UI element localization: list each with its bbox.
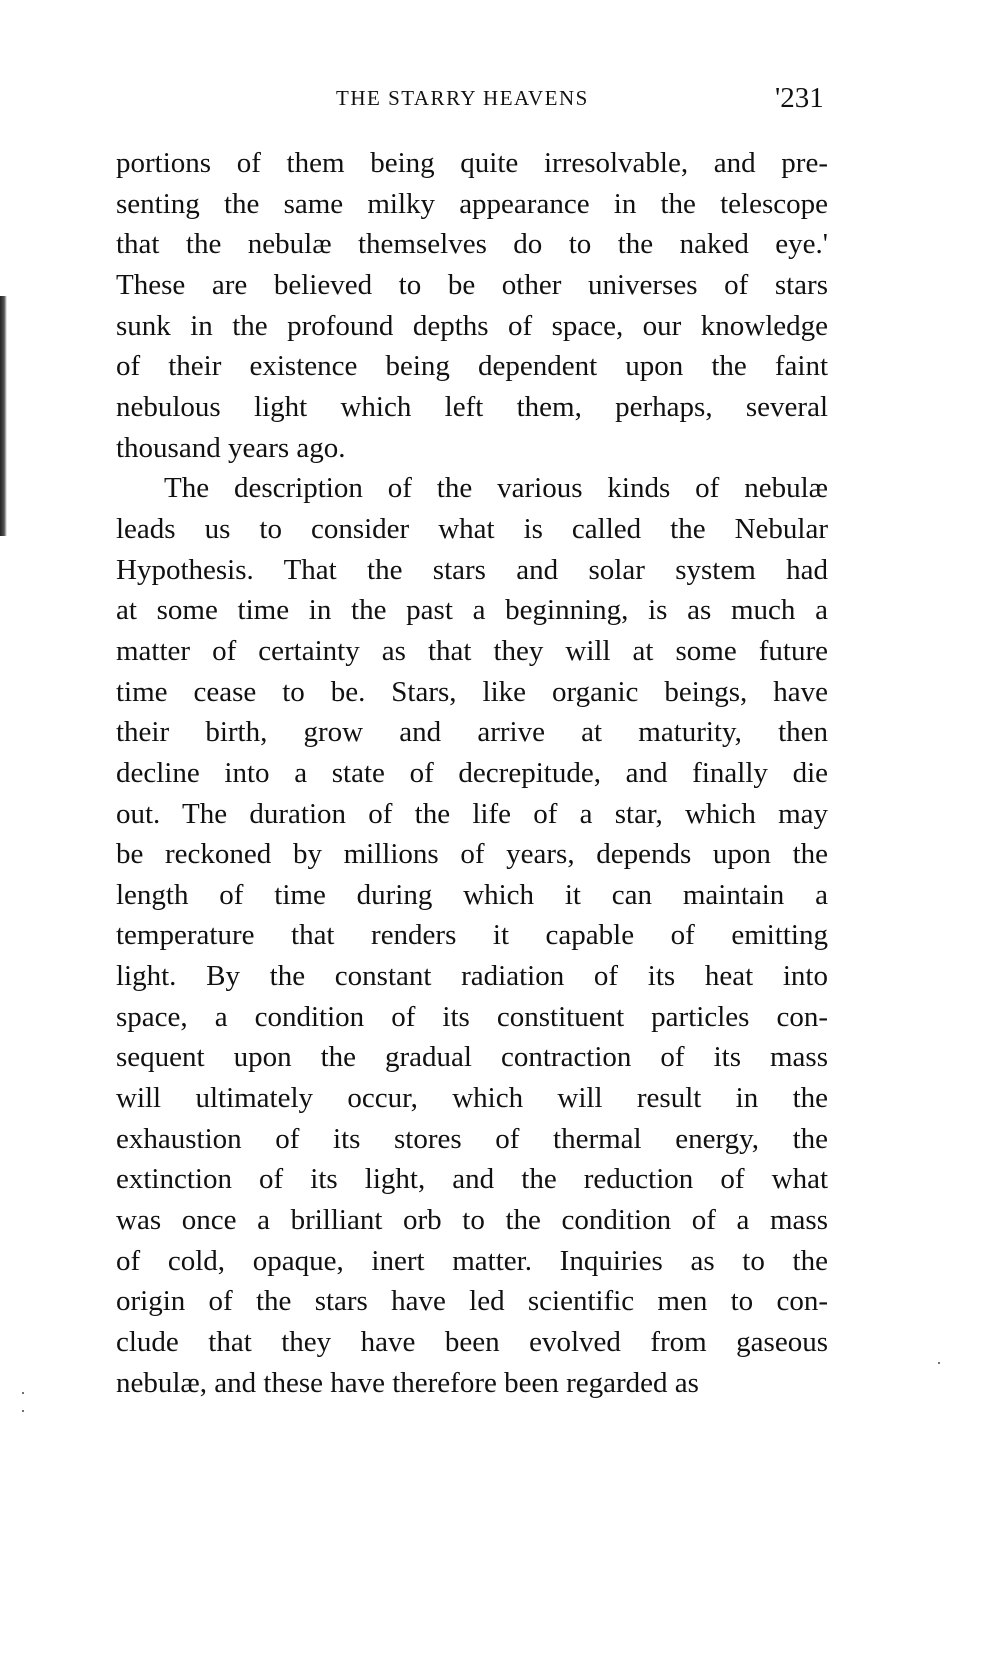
body-text xyxy=(116,143,828,1403)
text-line: light. By the constant radiation of its heat into xyxy=(116,960,828,993)
text-line: of cold, opaque, inert matter. Inquiries as to the xyxy=(116,1244,828,1277)
text-line: at some time in the past a beginning, is as much a xyxy=(116,594,828,627)
text-line: portions of them being quite irresolvable, and pre- xyxy=(116,147,828,179)
text-line: clude that they have been evolved from gaseous xyxy=(116,1326,828,1359)
text-line: exhaustion of its stores of thermal energy, the xyxy=(116,1122,828,1155)
scan-speck xyxy=(938,1362,940,1364)
text-line: temperature that renders it capable of emitting xyxy=(116,919,828,952)
text-line: nebulous light which left them, perhaps, several xyxy=(116,390,828,423)
scan-speck xyxy=(22,1392,24,1394)
text-line: These are believed to be other universes of stars xyxy=(116,268,828,301)
text-line: sequent upon the gradual contraction of its mass xyxy=(116,1041,828,1074)
text-line: that the nebulæ themselves do to the naked eye.' xyxy=(116,228,828,261)
text-line: be reckoned by millions of years, depends upon the xyxy=(116,838,828,871)
text-line: will ultimately occur, which will result in the xyxy=(116,1082,828,1115)
page-number: '231 xyxy=(775,82,824,114)
text-line: space, a condition of its constituent particles con- xyxy=(116,1000,828,1033)
binding-edge-mark xyxy=(0,296,7,536)
text-line: of their existence being dependent upon the faint xyxy=(116,350,828,383)
text-line: senting the same milky appearance in the telescope xyxy=(116,187,828,220)
text-line: time cease to be. Stars, like organic beings, have xyxy=(116,675,828,708)
text-line: The description of the various kinds of nebulæ xyxy=(164,472,828,505)
text-line: matter of certainty as that they will at some future xyxy=(116,634,828,667)
text-line: Hypothesis. That the stars and solar system had xyxy=(116,553,828,586)
text-line: leads us to consider what is called the Nebular xyxy=(116,512,828,545)
page-header xyxy=(0,82,999,122)
scan-speck xyxy=(22,1410,24,1412)
text-line: nebulæ, and these have therefore been regarded as xyxy=(116,1366,699,1399)
text-line: their birth, grow and arrive at maturity, then xyxy=(116,716,828,749)
text-line: was once a brilliant orb to the condition of a mass xyxy=(116,1204,828,1237)
text-line: length of time during which it can maintain a xyxy=(116,878,828,911)
text-line: decline into a state of decrepitude, and finally die xyxy=(116,756,828,789)
running-title: THE STARRY HEAVENS xyxy=(336,86,589,110)
text-line: out. The duration of the life of a star, which may xyxy=(116,797,828,830)
text-line: extinction of its light, and the reduction of what xyxy=(116,1163,828,1196)
text-line: sunk in the profound depths of space, our knowledge xyxy=(116,309,828,342)
text-line: thousand years ago. xyxy=(116,431,346,464)
text-line: origin of the stars have led scientific men to con- xyxy=(116,1285,828,1318)
